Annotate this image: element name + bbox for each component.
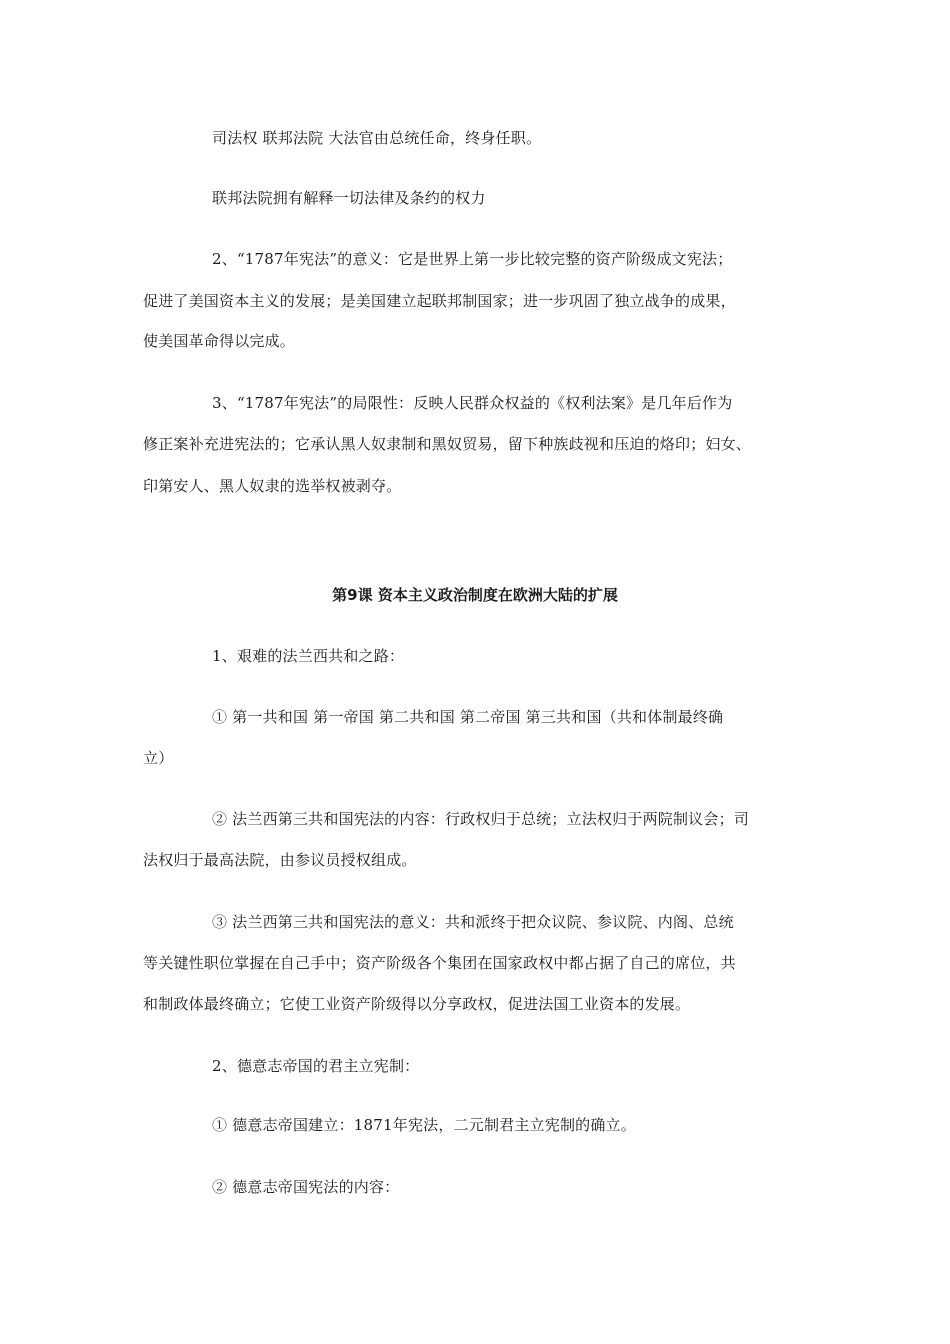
- paragraph-judicial-power: 司法权 联邦法院 大法官由总统任命，终身任职。: [212, 129, 542, 147]
- paragraph-constitution-limitation-line-1: 3、“1787年宪法”的局限性：反映人民群众权益的《权利法案》是几年后作为: [212, 394, 733, 412]
- paragraph-constitution-limitation-line-3: 印第安人、黑人奴隶的选举权被剥夺。: [143, 477, 402, 495]
- paragraph-federal-court-power: 联邦法院拥有解释一切法律及条约的权力: [212, 189, 486, 207]
- lesson-9-heading: 第9课 资本主义政治制度在欧洲大陆的扩展: [332, 586, 618, 604]
- germany-item-1: ① 德意志帝国建立：1871年宪法，二元制君主立宪制的确立。: [212, 1116, 636, 1134]
- france-item-1-line-1: ① 第一共和国 第一帝国 第二共和国 第二帝国 第三共和国（共和体制最终确: [212, 708, 724, 726]
- france-item-3-line-3: 和制政体最终确立；它使工业资产阶级得以分享政权，促进法国工业资本的发展。: [143, 995, 691, 1013]
- paragraph-constitution-significance-line-3: 使美国革命得以完成。: [143, 332, 296, 350]
- paragraph-constitution-significance-line-1: 2、“1787年宪法”的意义：它是世界上第一步比较完整的资产阶级成文宪法；: [212, 250, 733, 268]
- germany-item-2: ② 德意志帝国宪法的内容：: [212, 1178, 400, 1196]
- france-item-2-line-1: ② 法兰西第三共和国宪法的内容：行政权归于总统；立法权归于两院制议会；司: [212, 810, 749, 828]
- france-item-2-line-2: 法权归于最高法院，由参议员授权组成。: [143, 851, 417, 869]
- france-item-3-line-2: 等关键性职位掌握在自己手中；资产阶级各个集团在国家政权中都占据了自己的席位，共: [143, 954, 736, 972]
- france-item-3-line-1: ③ 法兰西第三共和国宪法的意义：共和派终于把众议院、参议院、内阁、总统: [212, 913, 734, 931]
- france-item-1-line-2: 立）: [143, 749, 174, 767]
- paragraph-constitution-significance-line-2: 促进了美国资本主义的发展；是美国建立起联邦制国家；进一步巩固了独立战争的成果，: [143, 292, 736, 310]
- paragraph-constitution-limitation-line-2: 修正案补充进宪法的；它承认黑人奴隶制和黑奴贸易，留下种族歧视和压迫的烙印；妇女、: [143, 435, 752, 453]
- section-france-title: 1、艰难的法兰西共和之路：: [212, 647, 405, 665]
- section-germany-title: 2、德意志帝国的君主立宪制：: [212, 1057, 420, 1075]
